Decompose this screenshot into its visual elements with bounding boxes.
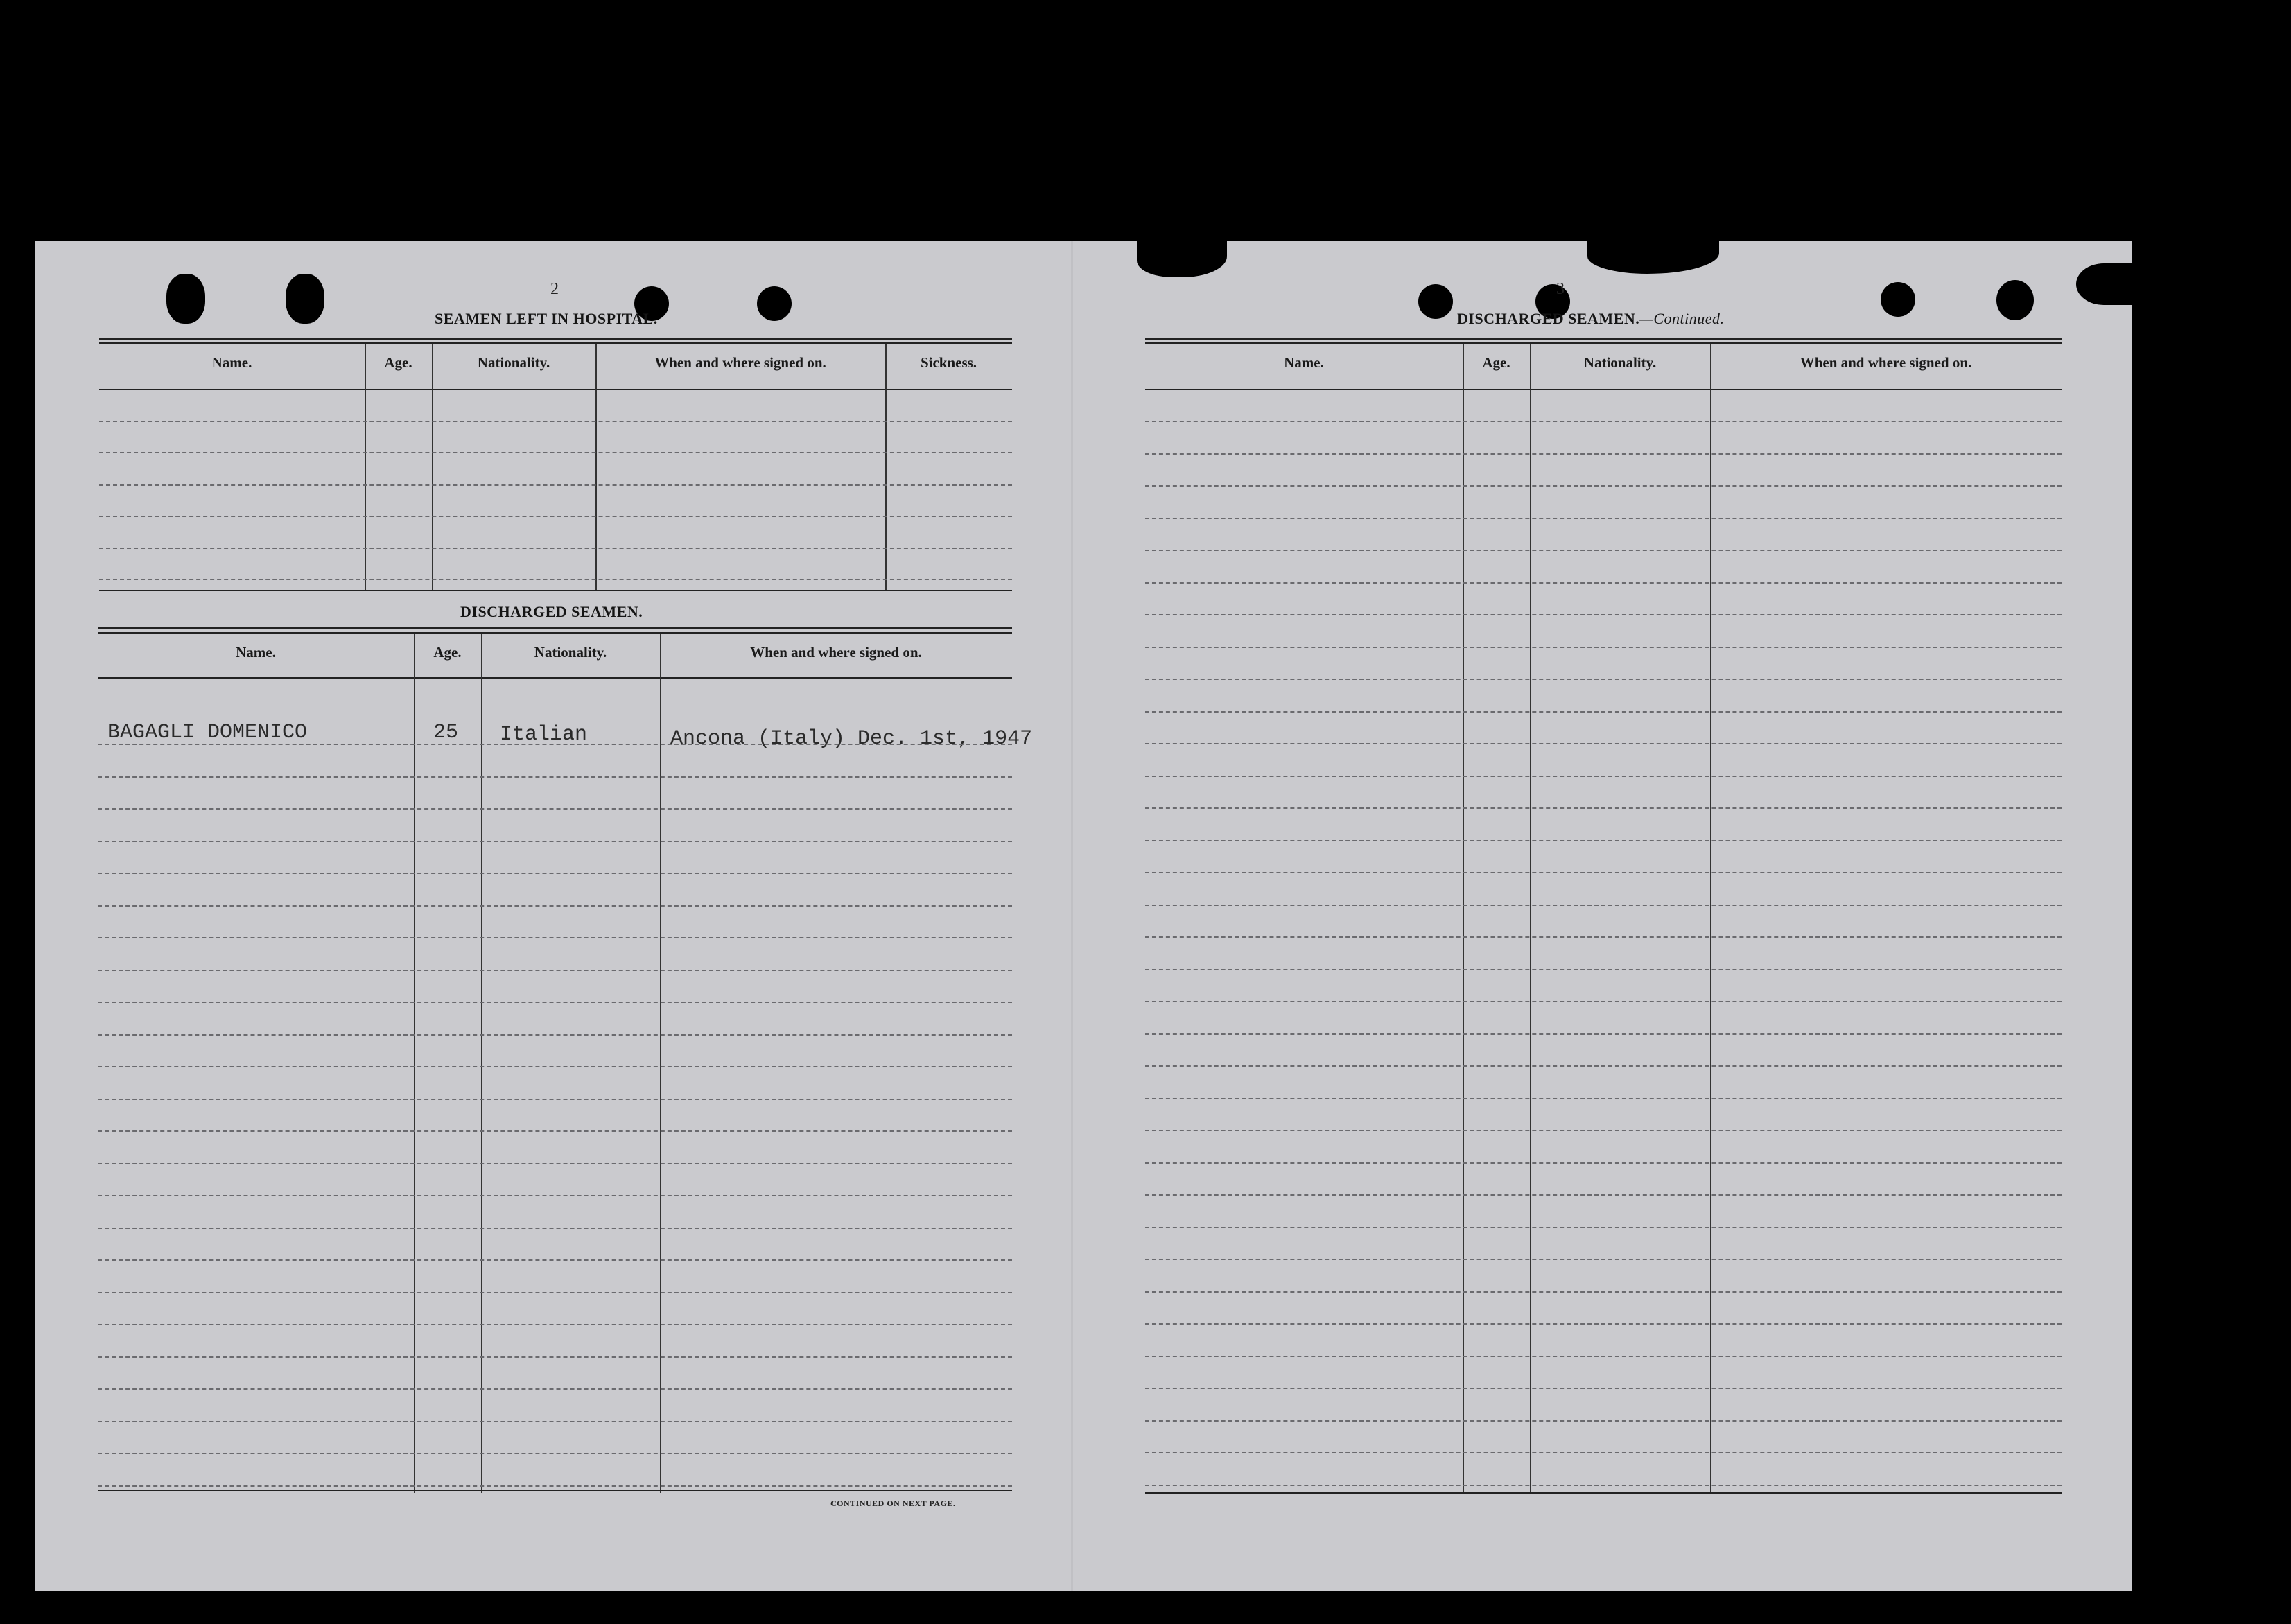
ruled-line [98, 1421, 1012, 1422]
ruled-line [98, 1130, 1012, 1132]
ruled-line [98, 1099, 1012, 1100]
ruled-line [98, 873, 1012, 874]
ruled-line [98, 1228, 1012, 1229]
column-header-nationality: Nationality. [1583, 354, 1657, 371]
ruled-line [98, 841, 1012, 842]
discharged-continued-table [1145, 338, 2062, 1495]
ruled-line [1145, 1130, 2062, 1131]
punch-hole [1881, 282, 1915, 317]
ruled-line [98, 970, 1012, 971]
ruled-line [98, 1066, 1012, 1067]
ruled-line [1145, 1227, 2062, 1228]
seaman-nationality: Italian [500, 723, 588, 746]
ruled-line [1145, 1356, 2062, 1357]
column-header-signed-on: When and where signed on. [654, 354, 826, 371]
ruled-line [1145, 807, 2062, 809]
ruled-line [98, 776, 1012, 778]
ruled-line [98, 1163, 1012, 1164]
ruled-line [1145, 743, 2062, 744]
hospital-table [99, 338, 1012, 594]
column-header-age: Age. [384, 354, 412, 371]
seaman-name: BAGAGLI DOMENICO [107, 721, 308, 744]
ruled-line [1145, 679, 2062, 680]
column-header-name: Name. [236, 644, 276, 661]
seaman-age: 25 [433, 721, 459, 744]
ruled-line [1145, 776, 2062, 777]
column-header-nationality: Nationality. [477, 354, 550, 371]
ruled-line [98, 937, 1012, 938]
column-header-nationality: Nationality. [534, 644, 607, 661]
ruled-line [1145, 647, 2062, 648]
ruled-line [1145, 1033, 2062, 1035]
ruled-line [1145, 1001, 2062, 1002]
section-title-discharged-continued [1457, 310, 1725, 328]
ruled-line [1145, 518, 2062, 519]
ruled-line [1145, 840, 2062, 841]
column-header-name: Name. [211, 354, 252, 371]
column-header-signed-on: When and where signed on. [1800, 354, 1972, 371]
ruled-line [1145, 614, 2062, 615]
ruled-line [1145, 969, 2062, 970]
ruled-line [98, 905, 1012, 907]
ruled-line [1145, 1420, 2062, 1422]
column-header-signed-on: When and where signed on. [750, 644, 922, 661]
ruled-line [98, 1453, 1012, 1454]
column-header-age: Age. [433, 644, 462, 661]
ruled-line [98, 1002, 1012, 1003]
punch-hole [757, 286, 792, 321]
seaman-signed-on: Ancona (Italy) Dec. 1st, 1947 [670, 727, 1033, 751]
ruled-line [1145, 1162, 2062, 1164]
section-title-text: DISCHARGED SEAMEN. [1457, 310, 1640, 327]
ruled-line [1145, 936, 2062, 938]
ruled-line [1145, 1259, 2062, 1260]
ruled-line [98, 1195, 1012, 1196]
section-title-hospital: SEAMEN LEFT IN HOSPITAL. [435, 310, 658, 327]
ruled-line [1145, 421, 2062, 422]
punch-hole [1996, 280, 2034, 320]
ruled-line [98, 1324, 1012, 1325]
section-title-discharged: DISCHARGED SEAMEN. [460, 603, 643, 620]
column-header-age: Age. [1482, 354, 1510, 371]
ruled-line [1145, 711, 2062, 713]
continued-label: —Continued. [1639, 310, 1725, 327]
column-header-name: Name. [1284, 354, 1324, 371]
ruled-line [98, 1388, 1012, 1390]
ruled-line [1145, 582, 2062, 584]
column-header-sickness: Sickness. [920, 354, 977, 371]
ruled-line [1145, 1291, 2062, 1293]
continued-note: CONTINUED ON NEXT PAGE. [830, 1499, 956, 1508]
ruled-line [1145, 1098, 2062, 1099]
ruled-line [1145, 1323, 2062, 1325]
ruled-line [98, 808, 1012, 810]
punch-hole [166, 274, 205, 324]
ruled-line [1145, 1452, 2062, 1453]
ruled-line [98, 1485, 1012, 1487]
page-number: 2 [550, 280, 559, 298]
ruled-line [1145, 1065, 2062, 1067]
ruled-line [98, 1356, 1012, 1358]
ruled-line [1145, 453, 2062, 455]
ruled-line [1145, 872, 2062, 873]
ruled-line [1145, 1388, 2062, 1389]
ruled-line [98, 1292, 1012, 1293]
ruled-line [98, 744, 1012, 745]
torn-edge [2076, 263, 2132, 305]
ruled-line [1145, 905, 2062, 906]
torn-edge [1137, 236, 1227, 277]
ruled-line [1145, 550, 2062, 551]
ruled-line [1145, 485, 2062, 487]
punch-hole [286, 274, 324, 324]
punch-hole [1418, 284, 1453, 319]
ruled-line [1145, 1194, 2062, 1196]
ruled-line [1145, 1485, 2062, 1486]
ruled-line [98, 1259, 1012, 1261]
discharged-table [98, 627, 1033, 1494]
page-number: 3 [1556, 280, 1565, 298]
ruled-line [98, 1034, 1012, 1036]
